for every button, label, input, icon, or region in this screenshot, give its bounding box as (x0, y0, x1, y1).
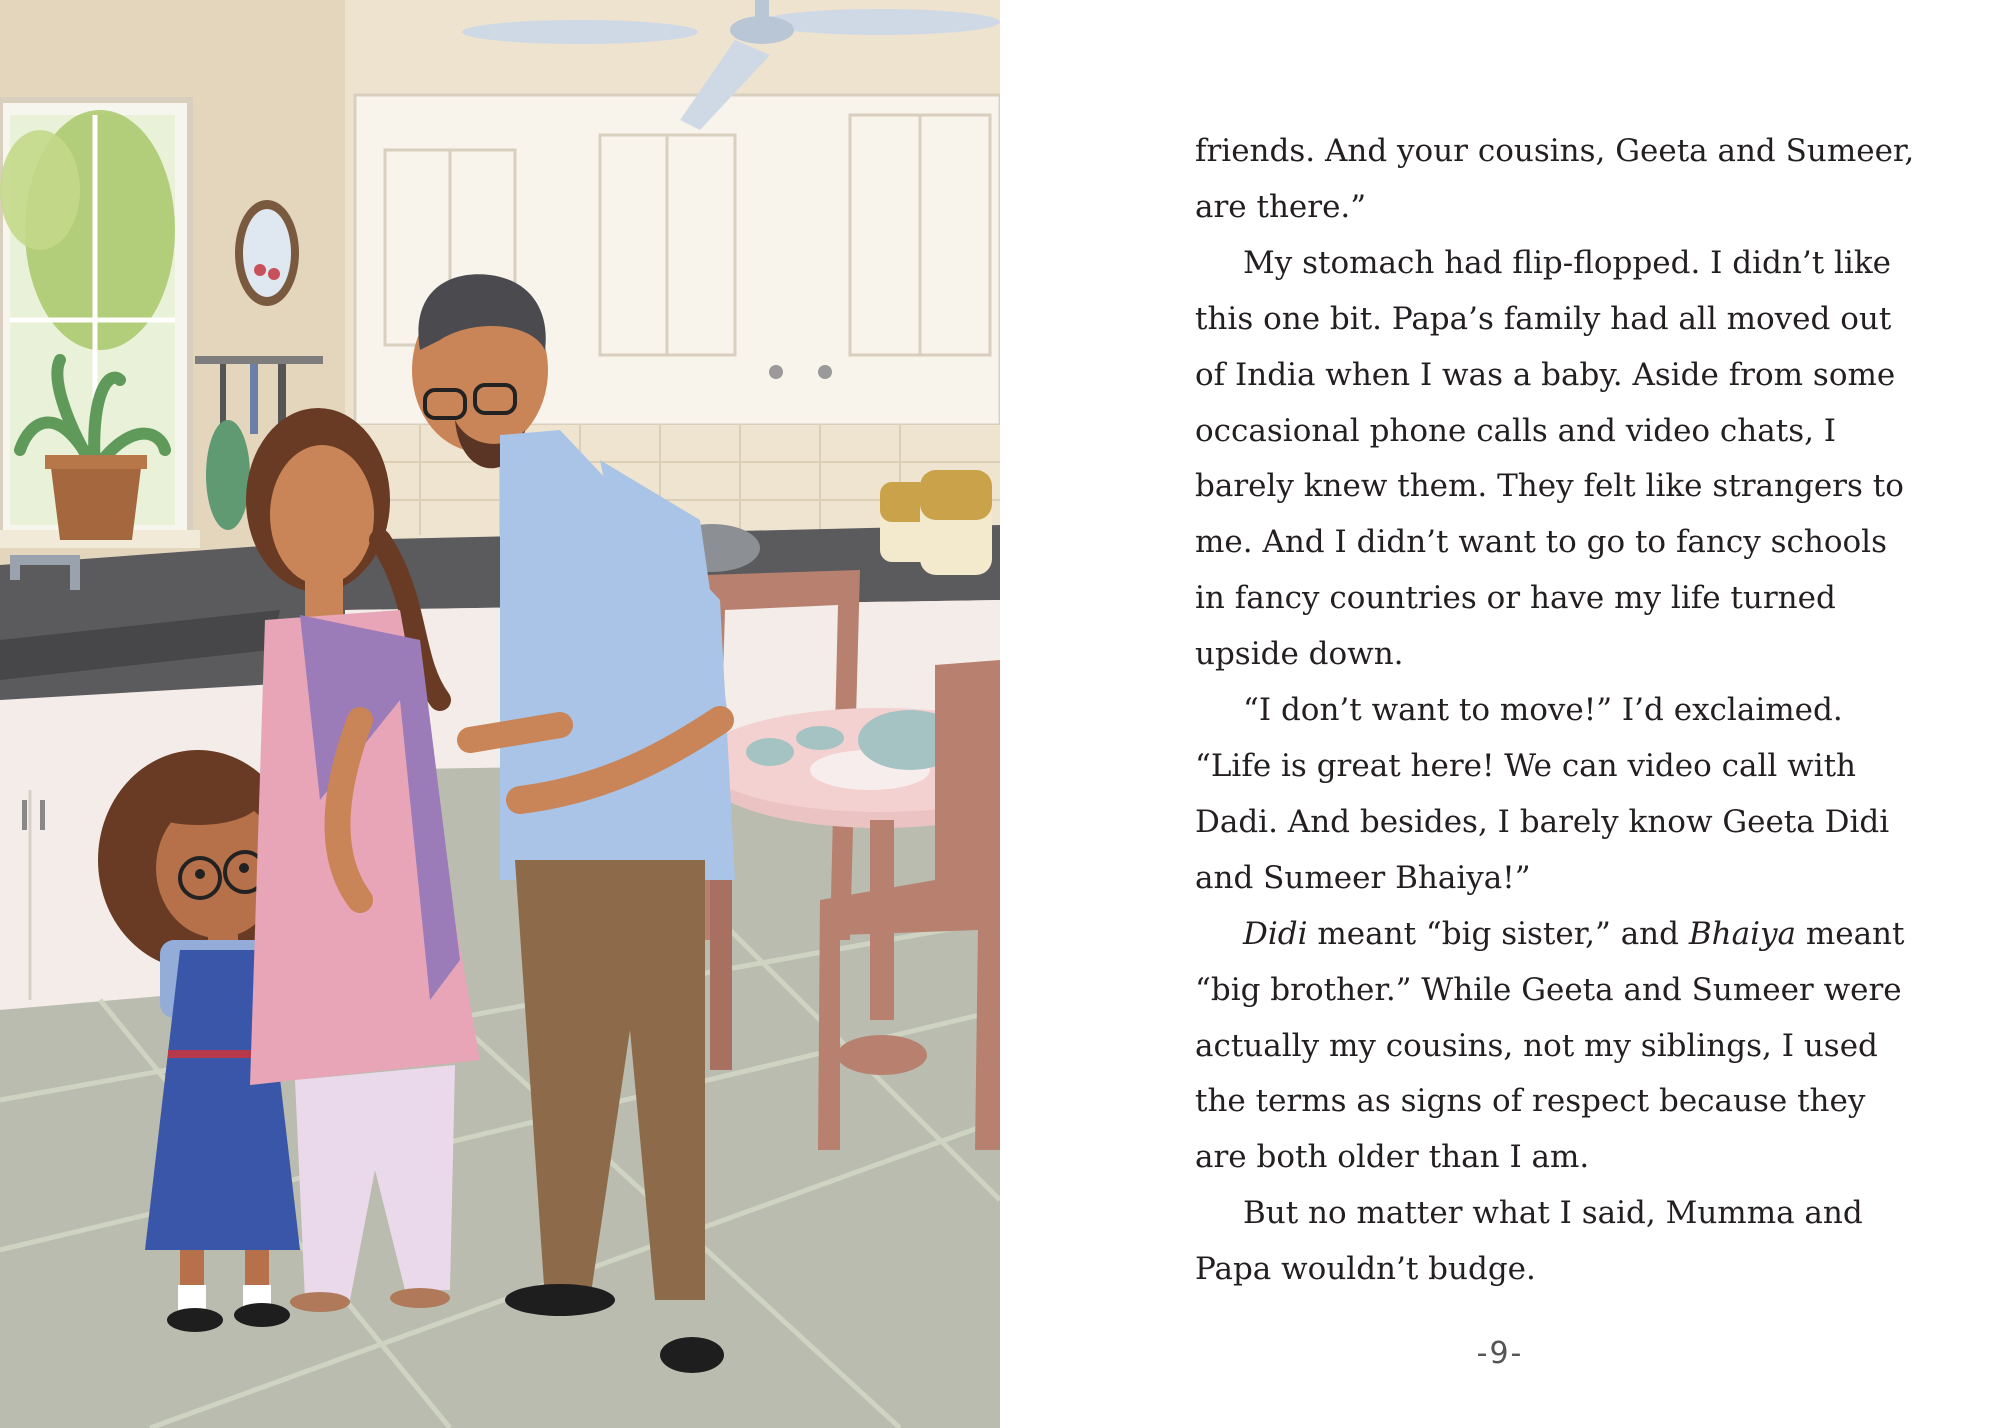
text-page (1000, 0, 2000, 1428)
italic-term: Didi (1243, 915, 1308, 952)
text-run: meant “big brother.” While Geeta and Sumeer were actually my cousins, not my siblings, I used the terms as signs of respect because they are both older than I am. (1195, 915, 1905, 1176)
text-run: friends. And your cousins, Geeta and Sumeer, are there.” (1195, 133, 1915, 225)
text-run: “I don’t want to move!” I’d exclaimed. “Life is great here! We can video call with Dadi. And besides, I barely know Geeta Didi and Sumeer Bhaiya!” (1195, 692, 1890, 896)
story-paragraph (1195, 683, 1915, 907)
text-run: But no matter what I said, Mumma and Papa wouldn’t budge. (1195, 1195, 1863, 1288)
story-paragraph (1195, 124, 1915, 236)
text-run: meant “big sister,” and (1307, 915, 1689, 952)
italic-term: Bhaiya (1688, 915, 1796, 952)
story-paragraph (1195, 907, 1915, 1187)
text-run: My stomach had flip-flopped. I didn’t like this one bit. Papa’s family had all moved out of India when I was a baby. Aside from some occasional phone calls and video chats, I barely knew them. They felt like strangers to me. And I didn’t want to go to fancy schools in fancy countries or have my life turned upside down. (1195, 244, 1904, 673)
story-paragraph (1195, 236, 1915, 683)
story-paragraph (1195, 1186, 1915, 1298)
wall-picture (235, 200, 299, 306)
story-text (1195, 124, 1915, 1298)
page-number: -9- (1476, 1336, 1524, 1371)
